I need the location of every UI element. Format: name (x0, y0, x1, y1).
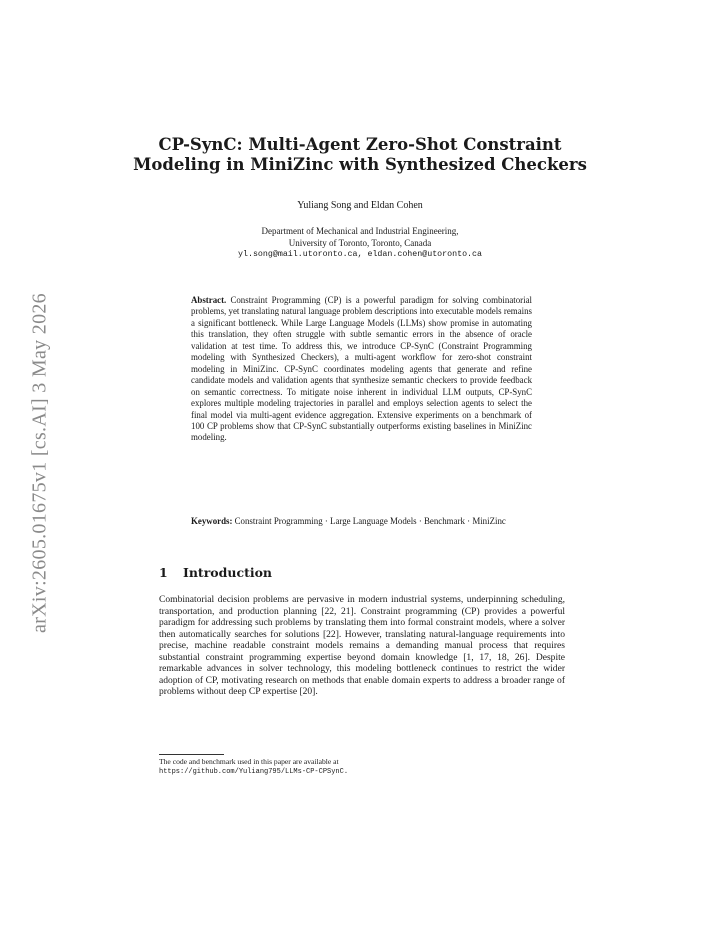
keywords-label: Keywords: (191, 516, 233, 526)
affiliation-department: Department of Mechanical and Industrial Engineering, (261, 226, 459, 236)
introduction-paragraph: Combinatorial decision problems are pervasive in modern industrial systems, underpinning scheduling, transportation, and production planning [22, 21]. Constraint programming (CP) provides a powerful paradigm for addressing such problems by translating them into formal constraint models, where a solver then automatically searches for solutions [22]. However, translating natural-language requirements into precise, machine readable constraint models remains a demanding manual process that requires substantial constraint programming expertise beyond domain knowledge [1, 17, 18, 26]. Despite remarkable advances in solver technology, this modeling bottleneck continues to restrict the wider adoption of CP, motivating research on methods that enable domain experts to address a broader range of problems without deep CP expertise [20]. (159, 594, 565, 698)
author-emails: yl.song@mail.utoronto.ca, eldan.cohen@utoronto.ca (238, 250, 482, 259)
title-line-1: CP-SynC: Multi-Agent Zero-Shot Constraint (158, 135, 562, 154)
keywords (191, 516, 532, 527)
footnote-divider (159, 754, 224, 755)
footnote-link[interactable]: https://github.com/Yuliang795/LLMs-CP-CPSynC. (159, 768, 349, 776)
paper-title (120, 135, 600, 175)
section-title: Introduction (183, 565, 273, 580)
arxiv-side-stamp (20, 265, 60, 660)
footnote (159, 757, 565, 777)
section-heading (159, 565, 272, 580)
affiliation-block (120, 225, 600, 261)
section-number: 1 (159, 565, 168, 580)
abstract-label: Abstract. (191, 295, 227, 305)
abstract-text: Constraint Programming (CP) is a powerful paradigm for solving combinatorial problems, yet translating natural language problem descriptions into executable models remains a significant bottleneck. While Large Language Models (LLMs) show promise in automating this translation, they often struggle with subtle semantic errors in the absence of oracle validation at test time. To address this, we introduce CP-SynC (Constraint Programming modeling with Synthesized Checkers), a multi-agent workflow for zero-shot constraint modeling in MiniZinc. CP-SynC coordinates modeling agents that generate and refine candidate models and validation agents that synthesize semantic checkers to provide feedback on semantic correctness. To mitigate noise inherent in individual LLM outputs, CP-SynC explores multiple modeling trajectories in parallel and employs selection agents to select the final model via multi-agent evidence aggregation. Extensive experiments on a benchmark of 100 CP problems show that CP-SynC substantially outperforms existing baselines in MiniZinc modeling. (191, 295, 532, 443)
arxiv-identifier: arXiv:2605.01675v1 [cs.AI] 3 May 2026 (28, 292, 51, 633)
abstract (191, 295, 532, 444)
author-list: Yuliang Song and Eldan Cohen (297, 200, 423, 211)
title-line-2: Modeling in MiniZinc with Synthesized Checkers (133, 155, 587, 174)
footnote-text: The code and benchmark used in this paper are available at (159, 757, 339, 766)
affiliation-university: University of Toronto, Toronto, Canada (288, 238, 432, 248)
keywords-text: Constraint Programming · Large Language Models · Benchmark · MiniZinc (234, 516, 506, 526)
